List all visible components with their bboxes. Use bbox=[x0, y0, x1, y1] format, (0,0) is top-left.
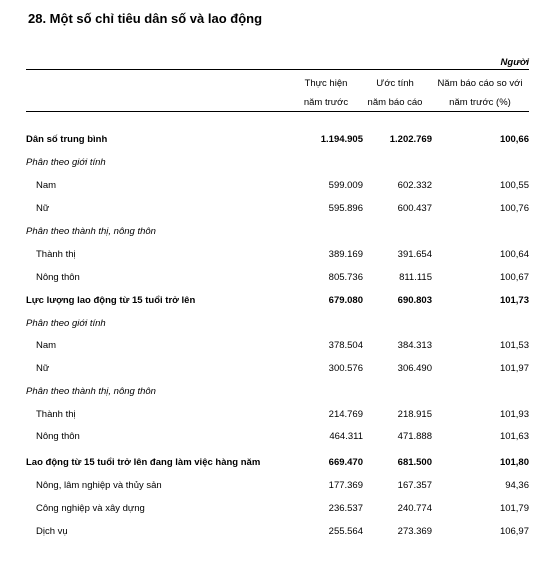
previous-year-value: 1.194.905 bbox=[320, 134, 363, 145]
row-label: Lực lượng lao động từ 15 tuổi trở lên bbox=[26, 295, 196, 306]
previous-year-value: 300.576 bbox=[328, 363, 363, 374]
ratio-value: 100,64 bbox=[499, 249, 529, 260]
previous-year-value: 669.470 bbox=[328, 457, 363, 468]
table-row bbox=[26, 249, 529, 267]
unit-label: Người bbox=[500, 57, 529, 68]
previous-year-value: 236.537 bbox=[328, 503, 363, 514]
table-row bbox=[26, 318, 529, 336]
estimate-value: 218.915 bbox=[397, 409, 432, 420]
table-row bbox=[26, 295, 529, 313]
row-label: Phân theo giới tính bbox=[26, 318, 106, 329]
previous-year-value: 595.896 bbox=[328, 203, 363, 214]
header-top-rule bbox=[26, 69, 529, 70]
column-header-line: năm trước bbox=[303, 97, 349, 108]
column-header-line: năm báo cáo bbox=[367, 97, 423, 108]
estimate-value: 1.202.769 bbox=[389, 134, 432, 145]
row-label: Phân theo giới tính bbox=[26, 157, 106, 168]
row-label: Nông, lâm nghiệp và thủy sản bbox=[36, 480, 162, 491]
row-label: Phân theo thành thị, nông thôn bbox=[26, 226, 156, 237]
column-header-line: Ước tính bbox=[376, 78, 414, 89]
table-row bbox=[26, 363, 529, 381]
ratio-value: 106,97 bbox=[499, 526, 529, 537]
ratio-value: 100,67 bbox=[499, 272, 529, 283]
ratio-value: 101,79 bbox=[499, 503, 529, 514]
row-label: Thành thị bbox=[36, 249, 76, 260]
column-header-line: Năm báo cáo so với bbox=[437, 78, 523, 89]
estimate-value: 273.369 bbox=[397, 526, 432, 537]
ratio-value: 94,36 bbox=[505, 480, 529, 491]
header-bottom-rule bbox=[26, 111, 529, 112]
table-row bbox=[26, 157, 529, 175]
estimate-value: 600.437 bbox=[397, 203, 432, 214]
table-row bbox=[26, 203, 529, 221]
column-header-ratio bbox=[430, 74, 530, 112]
estimate-value: 240.774 bbox=[397, 503, 432, 514]
estimate-value: 690.803 bbox=[397, 295, 432, 306]
estimate-value: 384.313 bbox=[397, 340, 432, 351]
row-label: Nữ bbox=[36, 363, 50, 374]
estimate-value: 471.888 bbox=[397, 431, 432, 442]
row-label: Nam bbox=[36, 340, 57, 351]
table-row bbox=[26, 480, 529, 498]
table-row bbox=[26, 526, 529, 544]
table-row bbox=[26, 409, 529, 427]
ratio-value: 100,66 bbox=[499, 134, 529, 145]
column-header-previous-year bbox=[293, 74, 359, 112]
row-label: Lao động từ 15 tuổi trở lên đang làm việc hàng năm bbox=[26, 457, 261, 468]
previous-year-value: 378.504 bbox=[328, 340, 363, 351]
previous-year-value: 255.564 bbox=[328, 526, 363, 537]
ratio-value: 100,76 bbox=[499, 203, 529, 214]
table-row bbox=[26, 503, 529, 521]
table-row bbox=[26, 134, 529, 152]
estimate-value: 681.500 bbox=[397, 457, 432, 468]
table-row bbox=[26, 272, 529, 290]
ratio-value: 100,55 bbox=[499, 180, 529, 191]
table-row bbox=[26, 457, 529, 475]
estimate-value: 602.332 bbox=[397, 180, 432, 191]
row-label: Phân theo thành thị, nông thôn bbox=[26, 386, 156, 397]
row-label: Nam bbox=[36, 180, 57, 191]
ratio-value: 101,80 bbox=[499, 457, 529, 468]
column-header-estimate bbox=[362, 74, 428, 112]
previous-year-value: 679.080 bbox=[328, 295, 363, 306]
estimate-value: 811.115 bbox=[399, 272, 432, 283]
previous-year-value: 214.769 bbox=[328, 409, 363, 420]
previous-year-value: 177.369 bbox=[328, 480, 363, 491]
estimate-value: 167.357 bbox=[397, 480, 432, 491]
table-row bbox=[26, 180, 529, 198]
table-row bbox=[26, 226, 529, 244]
row-label: Dịch vụ bbox=[36, 526, 68, 537]
row-label: Nông thôn bbox=[36, 431, 80, 442]
previous-year-value: 464.311 bbox=[329, 431, 363, 442]
row-label: Nông thôn bbox=[36, 272, 80, 283]
table-row bbox=[26, 340, 529, 358]
ratio-value: 101,93 bbox=[499, 409, 529, 420]
column-header-line: Thực hiện bbox=[304, 78, 348, 89]
previous-year-value: 805.736 bbox=[328, 272, 363, 283]
ratio-value: 101,97 bbox=[499, 363, 529, 374]
previous-year-value: 389.169 bbox=[328, 249, 363, 260]
table-title: 28. Một số chỉ tiêu dân số và lao động bbox=[28, 11, 263, 26]
ratio-value: 101,63 bbox=[499, 431, 529, 442]
row-label: Công nghiệp và xây dựng bbox=[36, 503, 145, 514]
table-row bbox=[26, 431, 529, 449]
row-label: Thành thị bbox=[36, 409, 76, 420]
table-row bbox=[26, 386, 529, 404]
row-label: Nữ bbox=[36, 203, 50, 214]
previous-year-value: 599.009 bbox=[328, 180, 363, 191]
ratio-value: 101,53 bbox=[499, 340, 529, 351]
row-label: Dân số trung bình bbox=[26, 134, 108, 145]
estimate-value: 391.654 bbox=[397, 249, 432, 260]
ratio-value: 101,73 bbox=[499, 295, 529, 306]
column-header-line: năm trước (%) bbox=[449, 97, 511, 108]
estimate-value: 306.490 bbox=[397, 363, 432, 374]
